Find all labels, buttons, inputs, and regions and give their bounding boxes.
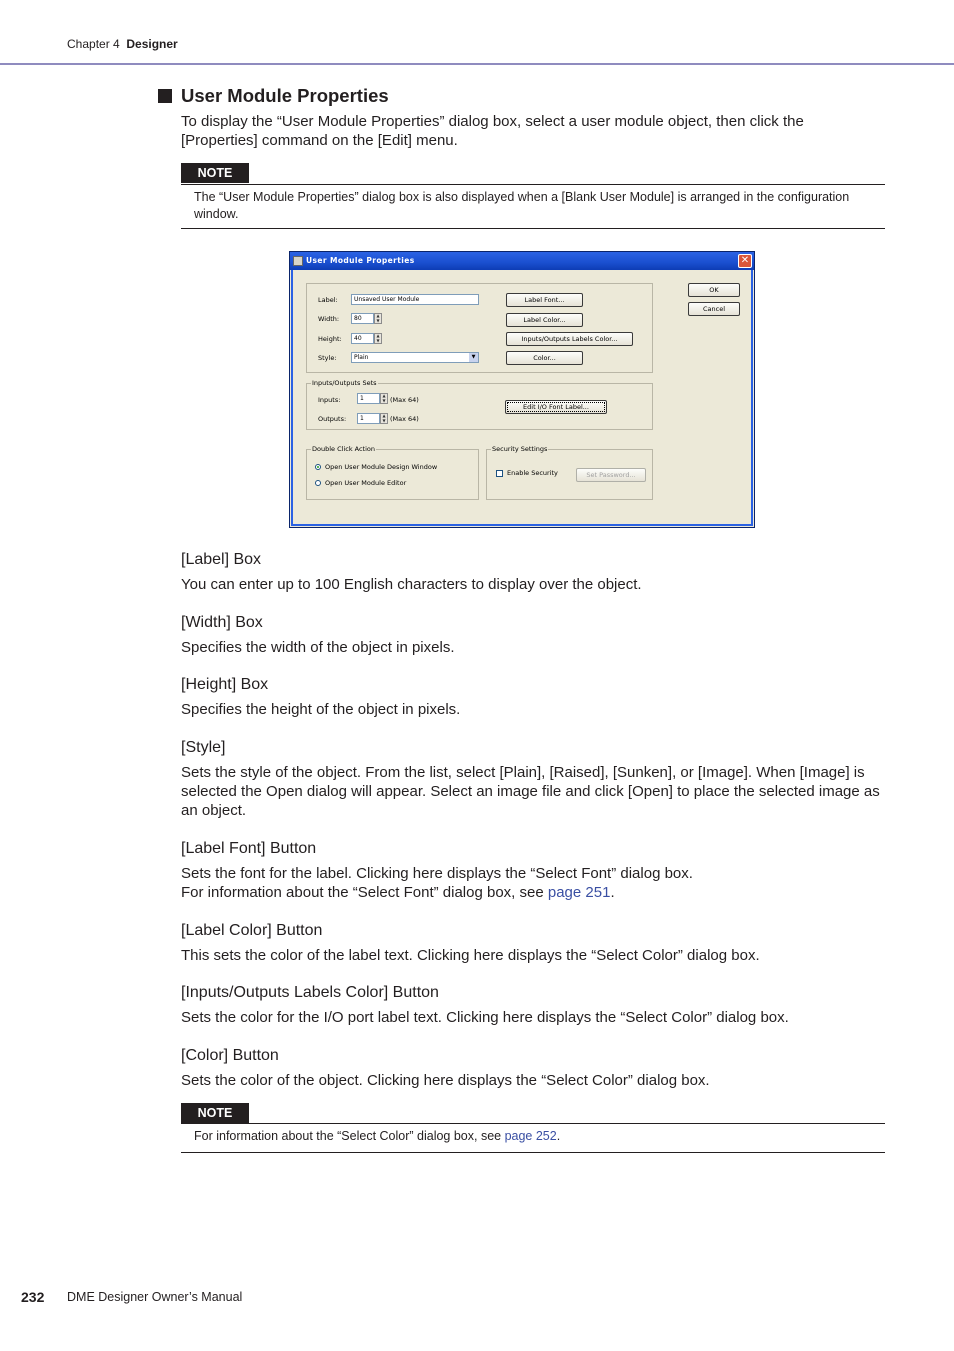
chapter-name: Designer [126, 37, 178, 51]
section-intro: To display the “User Module Properties” dialog box, select a user module object, then click the [Properties] command on the [Edit] menu. [181, 113, 804, 149]
label-color-button[interactable]: Label Color... [506, 313, 583, 327]
item-body-color: Sets the color of the object. Clicking here displays the “Select Color” dialog box. [181, 1072, 710, 1089]
ref-prefix: For information about the “Select Font” dialog box, see [181, 884, 548, 901]
dialog-titlebar [290, 252, 754, 270]
note2-suffix: . [556, 1129, 561, 1143]
item-title-io-labels-color: [Inputs/Outputs Labels Color] Button [181, 984, 439, 1001]
style-select-value: Plain [354, 354, 369, 361]
style-select[interactable] [351, 352, 479, 363]
open-editor-radio[interactable] [315, 480, 321, 486]
label-font-reference [181, 883, 887, 902]
inputs-input[interactable]: 1 [357, 393, 380, 404]
page-251-link[interactable]: page 251 [547, 884, 611, 901]
item-body-label-color: This sets the color of the label text. Clicking here displays the “Select Color” dialog box. [181, 947, 760, 964]
height-spinner[interactable]: ▲ ▼ [374, 333, 382, 344]
set-password-button[interactable]: Set Password... [576, 468, 646, 482]
open-window-label: Open User Module Design Window [325, 463, 438, 471]
item-title-label-font: [Label Font] Button [181, 840, 317, 857]
color-button[interactable]: Color... [506, 351, 583, 365]
app-icon [293, 256, 303, 266]
outputs-caption: Outputs: [318, 415, 347, 423]
label-font-line: Sets the font for the label. Clicking here displays the “Select Font” dialog box. [181, 865, 693, 882]
manual-title: DME Designer Owner’s Manual [67, 1290, 243, 1304]
close-icon[interactable]: ✕ [738, 254, 752, 268]
section-bullet-icon [158, 89, 172, 103]
width-caption: Width: [318, 315, 340, 323]
security-group [486, 445, 653, 500]
inputs-max: (Max 64) [390, 396, 419, 404]
style-caption: Style: [318, 354, 337, 362]
section-title: User Module Properties [181, 85, 389, 106]
io-sets-group [306, 379, 653, 430]
note-tag: NOTE [181, 163, 249, 183]
chevron-down-icon: ▼ [469, 353, 478, 362]
item-body-width-box: Specifies the width of the object in pixels. [181, 639, 455, 656]
item-title-label-color: [Label Color] Button [181, 922, 323, 939]
open-editor-label: Open User Module Editor [325, 479, 407, 487]
edit-io-font-label-button[interactable]: Edit I/O Font Label... [505, 400, 607, 414]
open-window-radio[interactable] [315, 464, 321, 470]
height-caption: Height: [318, 335, 342, 343]
label-caption: Label: [318, 296, 338, 304]
note2-prefix: For information about the “Select Color” dialog box, see [194, 1129, 505, 1143]
dialog-title: User Module Properties [306, 256, 415, 265]
item-body-style: Sets the style of the object. From the list, select [Plain], [Raised], [Sunken], or [Image]. When [Image] is selected the Open dialog will appear. Select an image file and click [Open] to place the selected image as an object. [181, 764, 880, 819]
enable-security-label: Enable Security [507, 469, 558, 477]
enable-security-checkbox[interactable] [496, 470, 503, 477]
item-body-label-font [181, 864, 887, 902]
item-title-height-box: [Height] Box [181, 676, 269, 693]
width-spinner[interactable]: ▲ ▼ [374, 313, 382, 324]
note-text: The “User Module Properties” dialog box is also displayed when a [Blank User Module] is arranged in the configuration window. [194, 190, 850, 221]
running-header [67, 37, 178, 51]
note2-top-rule [181, 1123, 885, 1124]
double-click-group [306, 445, 479, 500]
label-font-button[interactable]: Label Font... [506, 293, 583, 307]
item-title-color: [Color] Button [181, 1047, 279, 1064]
security-group-label: Security Settings [492, 445, 548, 453]
label-input[interactable]: Unsaved User Module [351, 294, 479, 305]
outputs-spinner[interactable]: ▲ ▼ [380, 413, 388, 424]
item-body-height-box: Specifies the height of the object in pixels. [181, 701, 461, 718]
io-labels-color-button[interactable]: Inputs/Outputs Labels Color... [506, 332, 633, 346]
chapter-prefix: Chapter 4 [67, 37, 120, 51]
item-title-label-box: [Label] Box [181, 551, 262, 568]
item-body-label-box: You can enter up to 100 English characters to display over the object. [181, 576, 642, 593]
item-title-style: [Style] [181, 739, 226, 756]
outputs-max: (Max 64) [390, 415, 419, 423]
inputs-caption: Inputs: [318, 396, 341, 404]
page-number: 232 [21, 1289, 45, 1305]
note-bottom-rule [181, 228, 885, 229]
outputs-input[interactable]: 1 [357, 413, 380, 424]
note-tag-2: NOTE [181, 1103, 249, 1123]
note-top-rule [181, 184, 885, 185]
item-title-width-box: [Width] Box [181, 614, 263, 631]
double-click-group-label: Double Click Action [312, 445, 376, 453]
width-input[interactable]: 80 [351, 313, 374, 324]
page-252-link[interactable]: page 252 [504, 1129, 557, 1143]
height-input[interactable]: 40 [351, 333, 374, 344]
ok-button[interactable]: OK [688, 283, 740, 297]
cancel-button[interactable]: Cancel [688, 302, 740, 316]
inputs-spinner[interactable]: ▲ ▼ [380, 393, 388, 404]
item-body-io-labels-color: Sets the color for the I/O port label text. Clicking here displays the “Select Color” dialog box. [181, 1009, 789, 1026]
header-rule [0, 63, 954, 65]
ref-suffix: . [610, 884, 615, 901]
io-sets-group-label: Inputs/Outputs Sets [312, 379, 377, 387]
note2-text [194, 1128, 882, 1145]
dialog-body [291, 270, 753, 526]
note2-bottom-rule [181, 1152, 885, 1153]
user-module-properties-dialog [289, 251, 755, 528]
properties-group [306, 283, 653, 373]
